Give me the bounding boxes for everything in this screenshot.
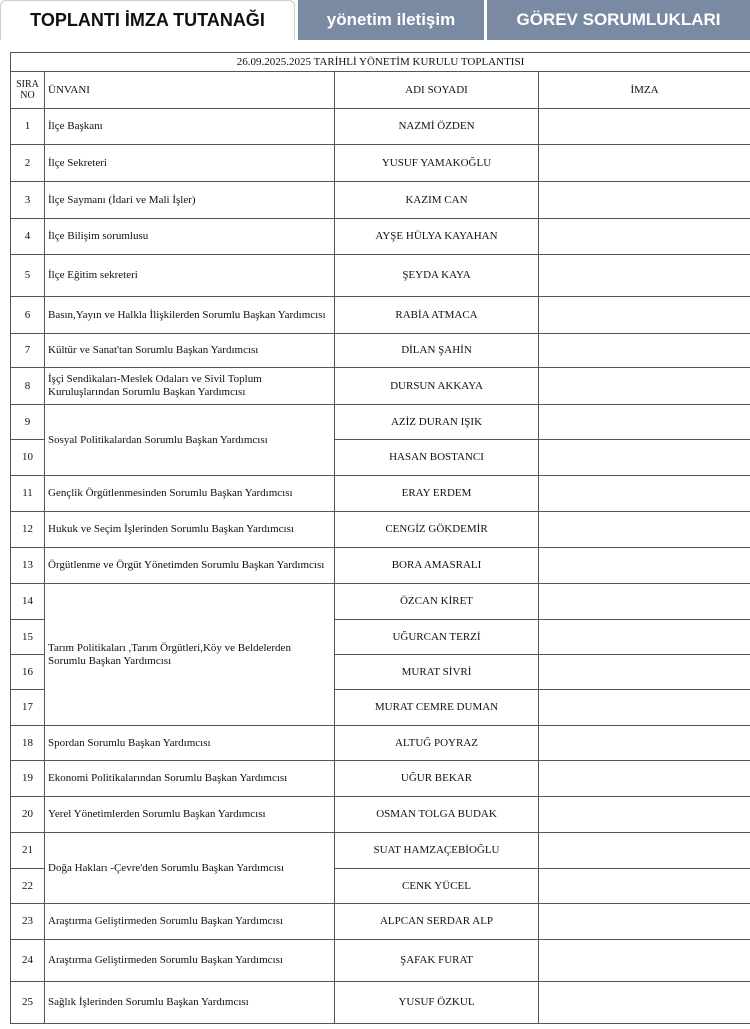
row-title: İşçi Sendikaları-Meslek Odaları ve Sivil Toplum Kuruluşlarından Sorumlu Başkan Yardımcısı <box>45 368 335 405</box>
row-no: 13 <box>11 548 45 584</box>
row-no: 23 <box>11 904 45 940</box>
col-header-name: ADI SOYADI <box>335 72 539 109</box>
table-row <box>11 761 750 797</box>
row-name: AYŞE HÜLYA KAYAHAN <box>335 219 539 255</box>
table-row <box>11 109 750 145</box>
row-title: Kültür ve Sanat'tan Sorumlu Başkan Yardımcısı <box>45 334 335 368</box>
row-title: Basın,Yayın ve Halkla İlişkilerden Sorumlu Başkan Yardımcısı <box>45 297 335 334</box>
signature-cell[interactable] <box>539 368 750 405</box>
tab-yonetim-iletisim[interactable]: yönetim iletişim <box>298 0 484 40</box>
signature-cell[interactable] <box>539 109 750 145</box>
row-title: Tarım Politikaları ,Tarım Örgütleri,Köy ve Beldelerden Sorumlu Başkan Yardımcısı <box>45 584 335 726</box>
row-title: İlçe Sekreteri <box>45 145 335 182</box>
row-name: ALPCAN SERDAR ALP <box>335 904 539 940</box>
row-no: 8 <box>11 368 45 405</box>
signature-cell[interactable] <box>539 655 750 690</box>
signature-cell[interactable] <box>539 761 750 797</box>
row-name: KAZIM CAN <box>335 182 539 219</box>
row-name: ŞAFAK FURAT <box>335 940 539 982</box>
row-title: Araştırma Geliştirmeden Sorumlu Başkan Yardımcısı <box>45 904 335 940</box>
row-no: 22 <box>11 869 45 904</box>
row-title: Yerel Yönetimlerden Sorumlu Başkan Yardımcısı <box>45 797 335 833</box>
row-title: İlçe Bilişim sorumlusu <box>45 219 335 255</box>
table-row <box>11 145 750 182</box>
col-header-title: ÜNVANI <box>45 72 335 109</box>
row-no: 24 <box>11 940 45 982</box>
row-no: 3 <box>11 182 45 219</box>
row-no: 14 <box>11 584 45 620</box>
table-row <box>11 476 750 512</box>
row-title: Örgütlenme ve Örgüt Yönetimden Sorumlu Başkan Yardımcısı <box>45 548 335 584</box>
row-no: 20 <box>11 797 45 833</box>
table-row <box>11 726 750 761</box>
row-name: NAZMİ ÖZDEN <box>335 109 539 145</box>
row-title: Ekonomi Politikalarından Sorumlu Başkan Yardımcısı <box>45 761 335 797</box>
row-no: 17 <box>11 690 45 726</box>
row-no: 16 <box>11 655 45 690</box>
table-row <box>11 584 750 620</box>
table-row <box>11 512 750 548</box>
signature-sheet <box>10 52 750 1024</box>
row-no: 2 <box>11 145 45 182</box>
row-name: SUAT HAMZAÇEBİOĞLU <box>335 833 539 869</box>
signature-cell[interactable] <box>539 548 750 584</box>
row-title: Sosyal Politikalardan Sorumlu Başkan Yardımcısı <box>45 405 335 476</box>
row-title: Sağlık İşlerinden Sorumlu Başkan Yardımcısı <box>45 982 335 1024</box>
row-no: 7 <box>11 334 45 368</box>
table-row <box>11 405 750 440</box>
row-no: 6 <box>11 297 45 334</box>
row-no: 21 <box>11 833 45 869</box>
row-name: OSMAN TOLGA BUDAK <box>335 797 539 833</box>
row-name: YUSUF ÖZKUL <box>335 982 539 1024</box>
row-title: İlçe Saymanı (İdari ve Mali İşler) <box>45 182 335 219</box>
row-name: HASAN BOSTANCI <box>335 440 539 476</box>
row-no: 19 <box>11 761 45 797</box>
signature-cell[interactable] <box>539 476 750 512</box>
table-row <box>11 982 750 1024</box>
row-name: ÖZCAN KİRET <box>335 584 539 620</box>
row-name: MURAT CEMRE DUMAN <box>335 690 539 726</box>
signature-table <box>10 52 750 1024</box>
row-name: BORA AMASRALI <box>335 548 539 584</box>
meeting-heading: 26.09.2025.2025 TARİHLİ YÖNETİM KURULU TOPLANTISI <box>11 53 750 72</box>
signature-cell[interactable] <box>539 584 750 620</box>
table-row <box>11 940 750 982</box>
signature-cell[interactable] <box>539 440 750 476</box>
row-title: Gençlik Örgütlenmesinden Sorumlu Başkan Yardımcısı <box>45 476 335 512</box>
table-row <box>11 334 750 368</box>
table-row <box>11 255 750 297</box>
signature-cell[interactable] <box>539 982 750 1024</box>
table-row <box>11 548 750 584</box>
signature-cell[interactable] <box>539 833 750 869</box>
row-title: Doğa Hakları -Çevre'den Sorumlu Başkan Yardımcısı <box>45 833 335 904</box>
row-title: İlçe Eğitim sekreteri <box>45 255 335 297</box>
table-row <box>11 797 750 833</box>
row-name: CENGİZ GÖKDEMİR <box>335 512 539 548</box>
table-row <box>11 219 750 255</box>
row-name: MURAT SİVRİ <box>335 655 539 690</box>
row-name: ŞEYDA KAYA <box>335 255 539 297</box>
tab-gorev-sorumluklari[interactable]: GÖREV SORUMLUKLARI <box>487 0 750 40</box>
signature-cell[interactable] <box>539 297 750 334</box>
table-heading-row <box>11 53 750 72</box>
signature-cell[interactable] <box>539 690 750 726</box>
signature-cell[interactable] <box>539 145 750 182</box>
row-name: ERAY ERDEM <box>335 476 539 512</box>
row-no: 5 <box>11 255 45 297</box>
table-row <box>11 904 750 940</box>
row-no: 9 <box>11 405 45 440</box>
tab-toplanti-imza-tutanagi[interactable]: TOPLANTI İMZA TUTANAĞI <box>0 0 295 40</box>
signature-cell[interactable] <box>539 255 750 297</box>
row-no: 11 <box>11 476 45 512</box>
sheet-tab-bar <box>0 0 750 44</box>
row-name: DİLAN ŞAHİN <box>335 334 539 368</box>
signature-cell[interactable] <box>539 620 750 655</box>
row-title: Hukuk ve Seçim İşlerinden Sorumlu Başkan Yardımcısı <box>45 512 335 548</box>
column-header-row <box>11 72 750 109</box>
table-row <box>11 297 750 334</box>
row-title: İlçe Başkanı <box>45 109 335 145</box>
row-no: 4 <box>11 219 45 255</box>
signature-cell[interactable] <box>539 512 750 548</box>
row-name: DURSUN AKKAYA <box>335 368 539 405</box>
signature-cell[interactable] <box>539 940 750 982</box>
row-name: RABİA ATMACA <box>335 297 539 334</box>
row-name: ALTUĞ POYRAZ <box>335 726 539 761</box>
signature-cell[interactable] <box>539 797 750 833</box>
col-header-no: SIRA NO <box>11 72 45 109</box>
row-title: Araştırma Geliştirmeden Sorumlu Başkan Yardımcısı <box>45 940 335 982</box>
row-no: 25 <box>11 982 45 1024</box>
signature-cell[interactable] <box>539 726 750 761</box>
row-no: 12 <box>11 512 45 548</box>
row-no: 1 <box>11 109 45 145</box>
row-name: UĞUR BEKAR <box>335 761 539 797</box>
row-no: 10 <box>11 440 45 476</box>
signature-cell[interactable] <box>539 219 750 255</box>
table-row <box>11 368 750 405</box>
row-name: AZİZ DURAN IŞIK <box>335 405 539 440</box>
row-no: 18 <box>11 726 45 761</box>
table-row <box>11 833 750 869</box>
col-header-signature: İMZA <box>539 72 750 109</box>
signature-cell[interactable] <box>539 869 750 904</box>
row-name: YUSUF YAMAKOĞLU <box>335 145 539 182</box>
signature-cell[interactable] <box>539 904 750 940</box>
signature-cell[interactable] <box>539 182 750 219</box>
row-name: CENK YÜCEL <box>335 869 539 904</box>
table-row <box>11 182 750 219</box>
signature-cell[interactable] <box>539 334 750 368</box>
row-name: UĞURCAN TERZİ <box>335 620 539 655</box>
signature-cell[interactable] <box>539 405 750 440</box>
row-title: Spordan Sorumlu Başkan Yardımcısı <box>45 726 335 761</box>
row-no: 15 <box>11 620 45 655</box>
